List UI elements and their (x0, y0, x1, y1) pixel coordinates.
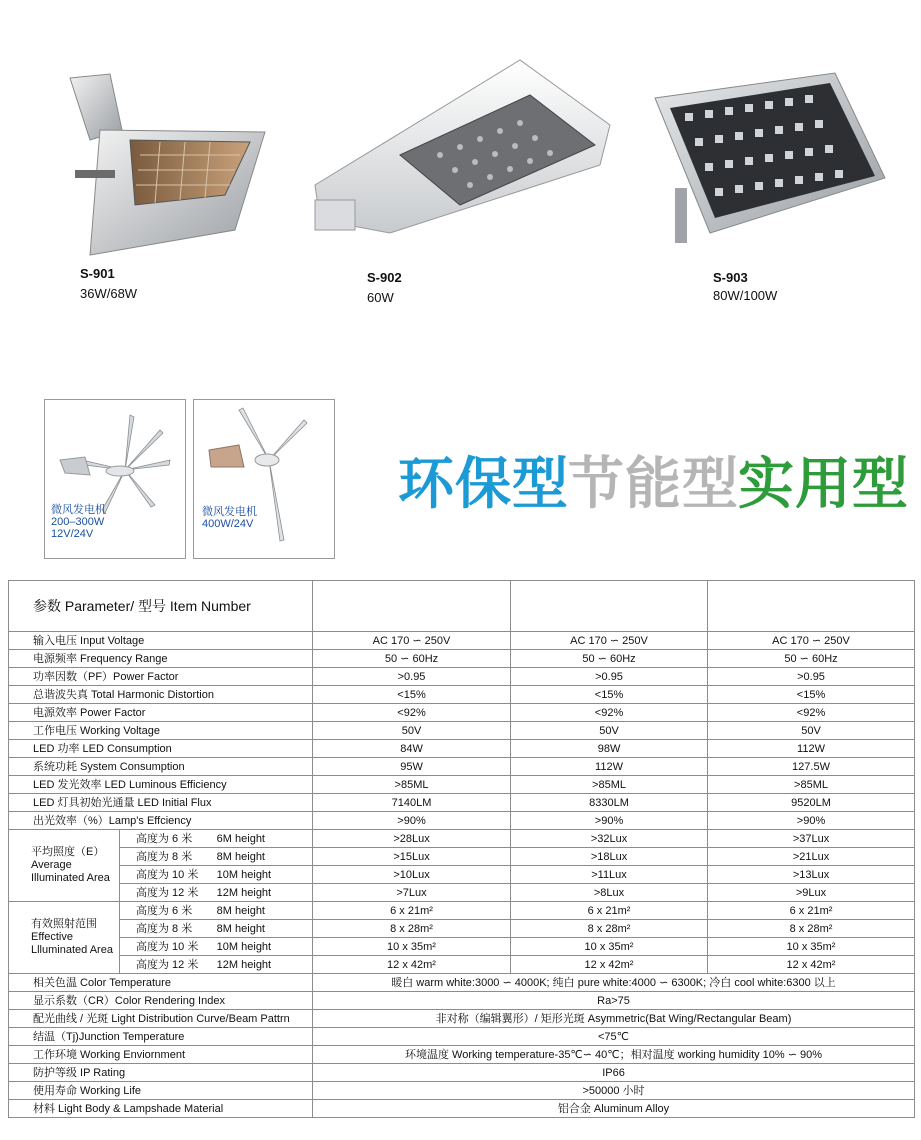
table-row (9, 920, 915, 938)
table-row (9, 938, 915, 956)
table-row (9, 992, 915, 1010)
cell: 8 x 28m² (708, 920, 915, 938)
cell: >18Lux (511, 848, 708, 866)
row-label: 显示系数（CR）Color Rendering Index (9, 992, 313, 1010)
cell: >11Lux (511, 866, 708, 884)
cell: 12 x 42m² (708, 956, 915, 974)
cell: >90% (511, 812, 708, 830)
row-label: 总谐波失真 Total Harmonic Distortion (9, 686, 313, 704)
row-label: 高度为 10 米 10M height (120, 866, 313, 884)
table-row (9, 956, 915, 974)
row-label: LED 灯具初始光通量 LED Initial Flux (9, 794, 313, 812)
cell: 50V (708, 722, 915, 740)
generator-2-label: 微风发电机 400W/24V (202, 506, 257, 530)
cell: 50V (511, 722, 708, 740)
cell: 50 ∽ 60Hz (313, 650, 511, 668)
illuminance-group-label: 平均照度（E） Average Illuminated Area (9, 830, 120, 902)
cell: 12 x 42m² (511, 956, 708, 974)
cell: 12 x 42m² (313, 956, 511, 974)
cell: >90% (313, 812, 511, 830)
table-row (9, 1064, 915, 1082)
table-row (9, 776, 915, 794)
lamp-s903-image (650, 68, 890, 248)
merged-cell: Ra>75 (313, 992, 915, 1010)
cell: 8330LM (511, 794, 708, 812)
row-label: 系统功耗 System Consumption (9, 758, 313, 776)
lamp-s902-image (310, 55, 615, 235)
table-row (9, 740, 915, 758)
lamp-s901-image (60, 70, 275, 260)
table-row (9, 704, 915, 722)
spec-table (8, 580, 915, 1118)
cell: >9Lux (708, 884, 915, 902)
table-row (9, 722, 915, 740)
table-header-row (9, 581, 915, 632)
product-model-s902: S-902 (367, 270, 402, 285)
cell: >28Lux (313, 830, 511, 848)
table-row (9, 1028, 915, 1046)
table-row (9, 884, 915, 902)
row-label: 工作环境 Working Enviornment (9, 1046, 313, 1064)
cell: >0.95 (708, 668, 915, 686)
slogan-eco: 环保型 (398, 452, 569, 517)
row-label: 出光效率（%）Lamp's Effciency (9, 812, 313, 830)
merged-cell: 铝合金 Aluminum Alloy (313, 1100, 915, 1118)
wind-turbine-image (50, 405, 180, 515)
cell: 50 ∽ 60Hz (511, 650, 708, 668)
cell: <92% (313, 704, 511, 722)
table-row (9, 866, 915, 884)
table-row (9, 1046, 915, 1064)
cell: 84W (313, 740, 511, 758)
cell: AC 170 ∽ 250V (313, 632, 511, 650)
wind-generator-card-1 (44, 399, 186, 559)
wind-generator-card-2 (193, 399, 335, 559)
row-label: LED 发光效率 LED Luminous Efficiency (9, 776, 313, 794)
cell: 50 ∽ 60Hz (708, 650, 915, 668)
row-label: 输入电压 Input Voltage (9, 632, 313, 650)
table-row (9, 1100, 915, 1118)
cell: >0.95 (313, 668, 511, 686)
cell: <15% (708, 686, 915, 704)
cell: <92% (708, 704, 915, 722)
product-power-s903: 80W/100W (713, 288, 778, 303)
row-label: 电源效率 Power Factor (9, 704, 313, 722)
cell: 6 x 21m² (313, 902, 511, 920)
merged-cell: IP66 (313, 1064, 915, 1082)
cell: 6 x 21m² (511, 902, 708, 920)
table-row (9, 686, 915, 704)
product-model-s903: S-903 (713, 270, 748, 285)
cell: <15% (313, 686, 511, 704)
row-label: 相关色温 Color Temperature (9, 974, 313, 992)
row-label: 高度为 8 米 8M height (120, 848, 313, 866)
cell: AC 170 ∽ 250V (511, 632, 708, 650)
merged-cell: 环境温度 Working temperature-35℃∽ 40℃；相对温度 working humidity 10% ∽ 90% (313, 1046, 915, 1064)
cell: 98W (511, 740, 708, 758)
table-row (9, 794, 915, 812)
coverage-group-label: 有效照射范围 Effective Llluminated Area (9, 902, 120, 974)
cell: 112W (708, 740, 915, 758)
row-label: 高度为 12 米 12M height (120, 884, 313, 902)
table-row (9, 812, 915, 830)
row-label: 工作电压 Working Voltage (9, 722, 313, 740)
row-label: 电源频率 Frequency Range (9, 650, 313, 668)
cell: 10 x 35m² (511, 938, 708, 956)
merged-cell: 暖白 warm white:3000 ∽ 4000K; 纯白 pure white:4000 ∽ 6300K; 冷白 cool white:6300 以上 (313, 974, 915, 992)
table-row (9, 902, 915, 920)
row-label: 高度为 6 米 6M height (120, 830, 313, 848)
cell: >37Lux (708, 830, 915, 848)
cell: AC 170 ∽ 250V (708, 632, 915, 650)
generator-1-label: 微风发电机 200–300W 12V/24V (51, 504, 106, 540)
row-label: 高度为 6 米 8M height (120, 902, 313, 920)
cell: >15Lux (313, 848, 511, 866)
table-row (9, 650, 915, 668)
cell: 8 x 28m² (511, 920, 708, 938)
slogan-practical: 实用型 (738, 452, 909, 517)
table-row (9, 668, 915, 686)
row-label: 防护等级 IP Rating (9, 1064, 313, 1082)
table-row (9, 632, 915, 650)
product-power-s901: 36W/68W (80, 286, 138, 301)
cell: 8 x 28m² (313, 920, 511, 938)
cell: 10 x 35m² (708, 938, 915, 956)
row-label: 高度为 12 米 12M height (120, 956, 313, 974)
cell: <92% (511, 704, 708, 722)
table-row (9, 1010, 915, 1028)
cell: >8Lux (511, 884, 708, 902)
merged-cell: >50000 小时 (313, 1082, 915, 1100)
product-power-s902: 60W (367, 290, 394, 305)
row-label: 结温（Tj)Junction Temperature (9, 1028, 313, 1046)
row-label: 功率因数（PF）Power Factor (9, 668, 313, 686)
cell: <15% (511, 686, 708, 704)
table-header-label: 参数 Parameter/ 型号 Item Number (9, 581, 313, 632)
row-label: LED 功率 LED Consumption (9, 740, 313, 758)
merged-cell: 非对称（编辑翼形）/ 矩形光斑 Asymmetric(Bat Wing/Rectangular Beam) (313, 1010, 915, 1028)
cell: >0.95 (511, 668, 708, 686)
cell: >32Lux (511, 830, 708, 848)
cell: >85ML (511, 776, 708, 794)
cell: 50V (313, 722, 511, 740)
table-header-cell (708, 581, 915, 632)
cell: 6 x 21m² (708, 902, 915, 920)
cell: >7Lux (313, 884, 511, 902)
cell: >90% (708, 812, 915, 830)
product-model-s901: S-901 (80, 266, 115, 281)
table-header-cell (511, 581, 708, 632)
row-label: 高度为 10 米 10M height (120, 938, 313, 956)
cell: 7140LM (313, 794, 511, 812)
row-label: 高度为 8 米 8M height (120, 920, 313, 938)
cell: 95W (313, 758, 511, 776)
cell: 112W (511, 758, 708, 776)
table-header-cell (313, 581, 511, 632)
table-row (9, 830, 915, 848)
cell: >13Lux (708, 866, 915, 884)
cell: >10Lux (313, 866, 511, 884)
table-row (9, 974, 915, 992)
row-label: 配光曲线 / 光斑 Light Distribution Curve/Beam Pattrn (9, 1010, 313, 1028)
slogan-energy-saving: 节能型 (568, 452, 739, 517)
merged-cell: <75℃ (313, 1028, 915, 1046)
cell: >85ML (313, 776, 511, 794)
table-row (9, 758, 915, 776)
row-label: 材料 Light Body & Lampshade Material (9, 1100, 313, 1118)
table-row (9, 848, 915, 866)
row-label: 使用寿命 Working Life (9, 1082, 313, 1100)
cell: 127.5W (708, 758, 915, 776)
cell: 9520LM (708, 794, 915, 812)
cell: 10 x 35m² (313, 938, 511, 956)
cell: >85ML (708, 776, 915, 794)
cell: >21Lux (708, 848, 915, 866)
table-row (9, 1082, 915, 1100)
